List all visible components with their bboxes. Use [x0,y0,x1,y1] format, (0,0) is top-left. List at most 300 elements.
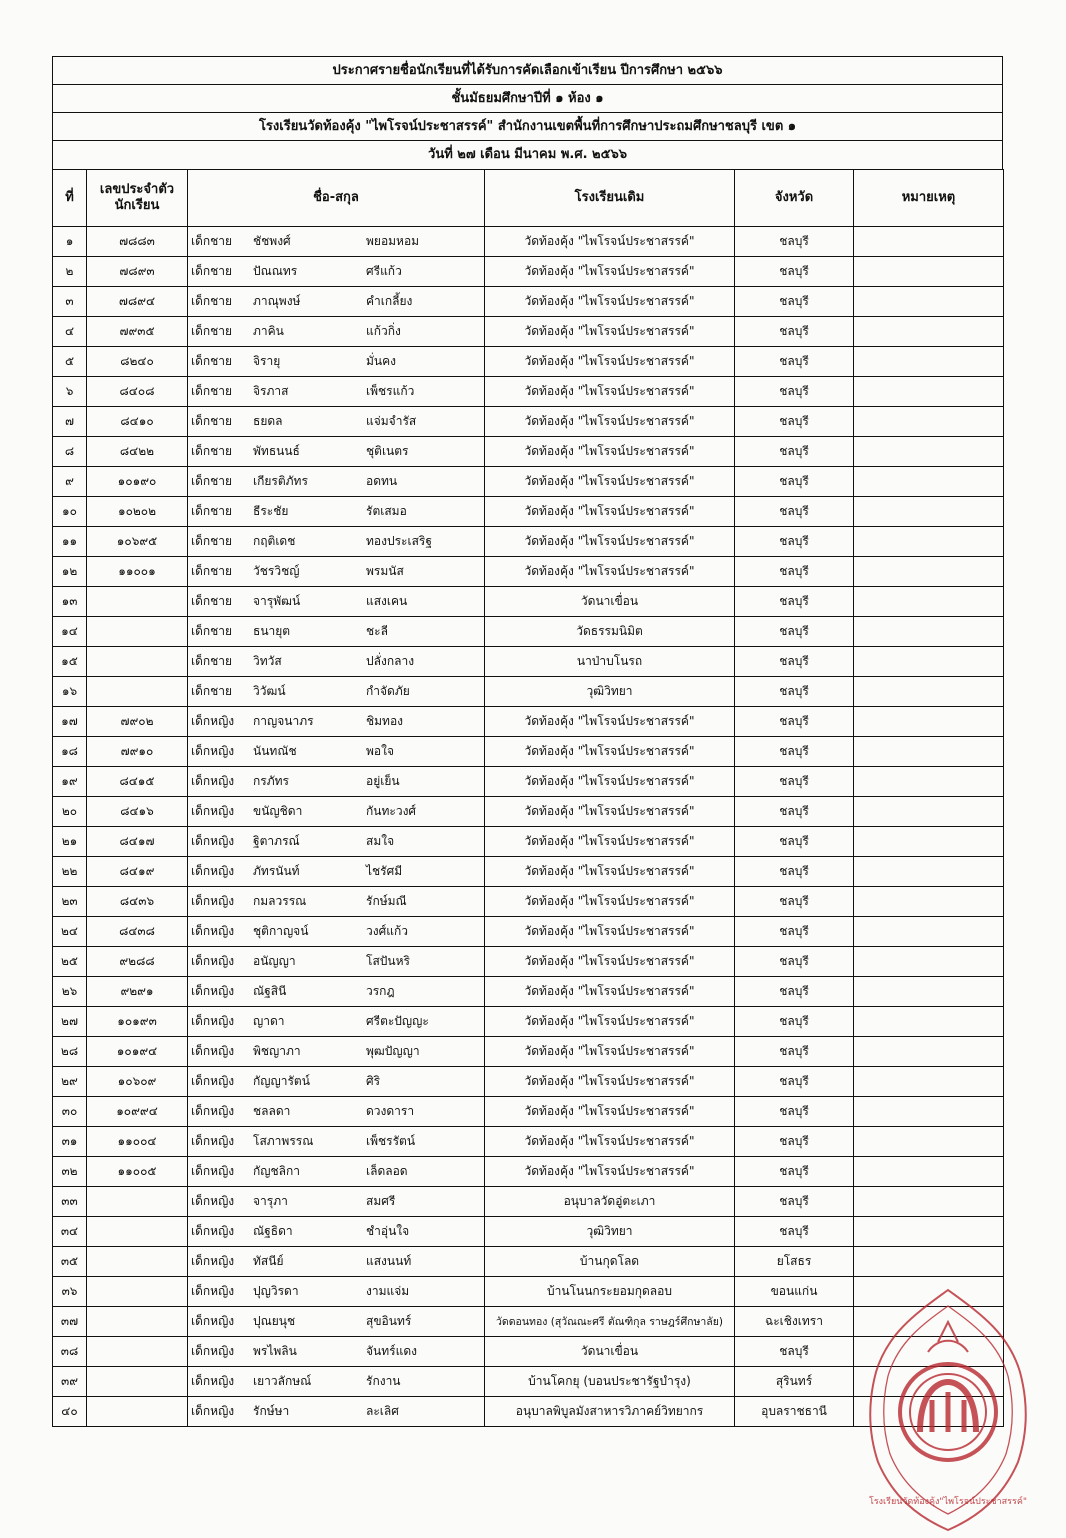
remark [854,1397,1004,1427]
first-name: จิรภาส [253,384,289,398]
remark [854,827,1004,857]
first-name: ชัชพงศ์ [253,234,291,248]
previous-school: วัดท้องคุ้ง "ไพโรจน์ประชาสรรค์" [485,917,735,947]
table-row [53,887,1004,917]
first-name: ปุณยนุช [253,1314,296,1328]
student-id [87,647,188,677]
last-name: พรมนัส [366,564,404,578]
previous-school: วัดท้องคุ้ง "ไพโรจน์ประชาสรรค์" [485,1157,735,1187]
first-name: ภัทรนันท์ [253,864,300,878]
row-number: ๓๐ [53,1097,87,1127]
remark [854,347,1004,377]
previous-school: วัดท้องคุ้ง "ไพโรจน์ประชาสรรค์" [485,767,735,797]
remark [854,497,1004,527]
name-prefix: เด็กหญิง [191,774,235,788]
table-row [53,317,1004,347]
student-id: ๑๐๖๐๙ [87,1067,188,1097]
row-number: ๑๕ [53,647,87,677]
table-row [53,467,1004,497]
student-id: ๑๐๙๙๔ [87,1097,188,1127]
row-number: ๓๙ [53,1367,87,1397]
student-name [188,677,485,707]
student-name [188,1097,485,1127]
table-row [53,857,1004,887]
remark [854,377,1004,407]
student-id [87,1337,188,1367]
remark [854,947,1004,977]
table-row [53,347,1004,377]
row-number: ๓๑ [53,1127,87,1157]
first-name: กมลวรรณ [253,894,307,908]
first-name: ธีระชัย [253,504,289,518]
student-id: ๑๑๐๐๔ [87,1127,188,1157]
province: ชลบุรี [735,437,854,467]
student-name [188,1037,485,1067]
last-name: วรกฎ [366,984,395,998]
last-name: แสงนนท์ [366,1254,412,1268]
last-name: เพ็ชรรัตน์ [366,1134,416,1148]
row-number: ๒๙ [53,1067,87,1097]
previous-school: วัดท้องคุ้ง "ไพโรจน์ประชาสรรค์" [485,827,735,857]
remark [854,707,1004,737]
last-name: พอใจ [366,744,395,758]
first-name: พรไพลิน [253,1344,297,1358]
name-prefix: เด็กหญิง [191,864,235,878]
school-line: โรงเรียนวัดท้องคุ้ง "ไพโรจน์ประชาสรรค์" สำนักงานเขตพื้นที่การศึกษาประถมศึกษาชลบุรี เขต ๑ [52,112,1003,140]
row-number: ๓๗ [53,1307,87,1337]
name-prefix: เด็กชาย [191,624,233,638]
province: ชลบุรี [735,257,854,287]
province: ชลบุรี [735,917,854,947]
student-id: ๑๑๐๐๑ [87,557,188,587]
province: ชลบุรี [735,887,854,917]
student-name [188,347,485,377]
table-header-row [53,170,1004,227]
student-name [188,827,485,857]
student-id: ๑๐๒๐๒ [87,497,188,527]
first-name: ชลลดา [253,1104,291,1118]
first-name: ภาณุพงษ์ [253,294,301,308]
table-row [53,287,1004,317]
remark [854,887,1004,917]
previous-school: วัดท้องคุ้ง "ไพโรจน์ประชาสรรค์" [485,287,735,317]
province: ชลบุรี [735,407,854,437]
previous-school: บ้านกุดโลด [485,1247,735,1277]
student-name [188,1397,485,1427]
student-name [188,767,485,797]
student-name [188,617,485,647]
table-row [53,437,1004,467]
remark [854,677,1004,707]
student-name [188,1367,485,1397]
first-name: จารุพัฒน์ [253,594,301,608]
student-id: ๗๘๙๓ [87,257,188,287]
table-row [53,917,1004,947]
student-name [188,857,485,887]
name-prefix: เด็กหญิง [191,1044,235,1058]
last-name: แจ่มจำรัส [366,414,417,428]
first-name: ชุติกาญจน์ [253,924,309,938]
province: ชลบุรี [735,557,854,587]
last-name: อยู่เย็น [366,774,400,788]
student-name [188,1277,485,1307]
student-name [188,497,485,527]
remark [854,737,1004,767]
province: ชลบุรี [735,977,854,1007]
table-row [53,227,1004,257]
student-name [188,887,485,917]
announcement-title: ประกาศรายชื่อนักเรียนที่ได้รับการคัดเลือกเข้าเรียน ปีการศึกษา ๒๕๖๖ [52,56,1003,84]
table-row [53,1307,1004,1337]
province: ชลบุรี [735,617,854,647]
student-name [188,287,485,317]
remark [854,407,1004,437]
student-name [188,1127,485,1157]
province: ชลบุรี [735,1127,854,1157]
name-prefix: เด็กหญิง [191,894,235,908]
student-name [188,917,485,947]
first-name: ฐิตาภรณ์ [253,834,300,848]
student-id: ๘๔๑๕ [87,767,188,797]
row-number: ๒๑ [53,827,87,857]
student-table [52,169,1004,1427]
last-name: เพ็ชรแก้ว [366,384,415,398]
name-prefix: เด็กชาย [191,384,233,398]
row-number: ๗ [53,407,87,437]
first-name: กรภัทร [253,774,289,788]
table-row [53,977,1004,1007]
province: ชลบุรี [735,647,854,677]
student-name [188,1187,485,1217]
province: ชลบุรี [735,347,854,377]
student-name [188,737,485,767]
first-name: กัญชลิกา [253,1164,300,1178]
last-name: สมศรี [366,1194,396,1208]
previous-school: วัดท้องคุ้ง "ไพโรจน์ประชาสรรค์" [485,497,735,527]
previous-school: วัดธรรมนิมิต [485,617,735,647]
table-row [53,587,1004,617]
table-row [53,407,1004,437]
student-name [188,1217,485,1247]
row-number: ๒๐ [53,797,87,827]
remark [854,467,1004,497]
remark [854,767,1004,797]
previous-school: วัดท้องคุ้ง "ไพโรจน์ประชาสรรค์" [485,437,735,467]
student-id: ๘๔๑๗ [87,827,188,857]
last-name: มั่นคง [366,354,396,368]
table-row [53,1007,1004,1037]
row-number: ๑๖ [53,677,87,707]
student-name [188,797,485,827]
province: ชลบุรี [735,1007,854,1037]
row-number: ๒๗ [53,1007,87,1037]
student-id [87,1187,188,1217]
last-name: งามแจ่ม [366,1284,410,1298]
previous-school: วัดท้องคุ้ง "ไพโรจน์ประชาสรรค์" [485,887,735,917]
last-name: ศรีตะปัญญะ [366,1014,429,1028]
table-row [53,947,1004,977]
row-number: ๒๖ [53,977,87,1007]
name-prefix: เด็กหญิง [191,1344,235,1358]
student-name [188,1307,485,1337]
student-name [188,227,485,257]
remark [854,1217,1004,1247]
row-number: ๒๓ [53,887,87,917]
province: ชลบุรี [735,287,854,317]
student-name [188,317,485,347]
last-name: ชิมทอง [366,714,404,728]
student-name [188,557,485,587]
name-prefix: เด็กชาย [191,534,233,548]
province: ชลบุรี [735,1337,854,1367]
previous-school: วุฒิวิทยา [485,1217,735,1247]
student-id [87,1247,188,1277]
last-name: คำเกลี้ยง [366,294,413,308]
previous-school: วัดท้องคุ้ง "ไพโรจน์ประชาสรรค์" [485,1067,735,1097]
student-name [188,1007,485,1037]
student-name [188,947,485,977]
student-id: ๑๐๑๙๐ [87,467,188,497]
student-id: ๘๔๐๘ [87,377,188,407]
first-name: ญาดา [253,1014,285,1028]
first-name: นันทณัช [253,744,297,758]
first-name: จารุภา [253,1194,288,1208]
student-name [188,407,485,437]
row-number: ๔ [53,317,87,347]
last-name: อดทน [366,474,398,488]
province: ชลบุรี [735,1157,854,1187]
remark [854,797,1004,827]
first-name: จิรายุ [253,354,281,368]
student-name [188,647,485,677]
last-name: ทองประเสริฐ [366,534,432,548]
table-row [53,1277,1004,1307]
name-prefix: เด็กชาย [191,444,233,458]
grade-room-line: ชั้นมัธยมศึกษาปีที่ ๑ ห้อง ๑ [52,84,1003,112]
name-prefix: เด็กชาย [191,564,233,578]
row-number: ๒๘ [53,1037,87,1067]
student-id: ๘๔๑๖ [87,797,188,827]
previous-school: วัดท้องคุ้ง "ไพโรจน์ประชาสรรค์" [485,347,735,377]
previous-school: วัดท้องคุ้ง "ไพโรจน์ประชาสรรค์" [485,1007,735,1037]
row-number: ๓๖ [53,1277,87,1307]
remark [854,1097,1004,1127]
first-name: รักษ์ษา [253,1404,290,1418]
student-name [188,467,485,497]
remark [854,647,1004,677]
province: ชลบุรี [735,587,854,617]
student-id: ๑๐๑๙๓ [87,1007,188,1037]
first-name: อนัญญา [253,954,296,968]
row-number: ๑๓ [53,587,87,617]
previous-school: วัดท้องคุ้ง "ไพโรจน์ประชาสรรค์" [485,377,735,407]
name-prefix: เด็กหญิง [191,954,235,968]
table-row [53,1397,1004,1427]
remark [854,977,1004,1007]
last-name: พยอมหอม [366,234,420,248]
province: ชลบุรี [735,857,854,887]
previous-school: วัดท้องคุ้ง "ไพโรจน์ประชาสรรค์" [485,227,735,257]
remark [854,587,1004,617]
row-number: ๑๗ [53,707,87,737]
province: ชลบุรี [735,947,854,977]
row-number: ๔๐ [53,1397,87,1427]
remark [854,287,1004,317]
province: ชลบุรี [735,317,854,347]
table-row [53,1337,1004,1367]
last-name: แสงเคน [366,594,408,608]
last-name: สุขอินทร์ [366,1314,412,1328]
previous-school: วัดท้องคุ้ง "ไพโรจน์ประชาสรรค์" [485,557,735,587]
previous-school: บ้านโนนกระยอมกุดลอบ [485,1277,735,1307]
remark [854,857,1004,887]
table-row [53,1067,1004,1097]
last-name: โสปันหริ [366,954,410,968]
remark [854,1037,1004,1067]
table-row [53,647,1004,677]
student-id [87,1277,188,1307]
previous-school: วัดนาเขื่อน [485,587,735,617]
previous-school: วัดท้องคุ้ง "ไพโรจน์ประชาสรรค์" [485,527,735,557]
name-prefix: เด็กชาย [191,294,233,308]
remark [854,317,1004,347]
row-number: ๒ [53,257,87,287]
table-row [53,1037,1004,1067]
student-name [188,527,485,557]
remark [854,1277,1004,1307]
student-id: ๗๙๓๕ [87,317,188,347]
previous-school: วัดท้องคุ้ง "ไพโรจน์ประชาสรรค์" [485,797,735,827]
previous-school: วัดท้องคุ้ง "ไพโรจน์ประชาสรรค์" [485,977,735,1007]
row-number: ๓๓ [53,1187,87,1217]
first-name: ขนัญชิดา [253,804,303,818]
student-id: ๘๒๔๐ [87,347,188,377]
province: สุรินทร์ [735,1367,854,1397]
remark [854,1157,1004,1187]
name-prefix: เด็กชาย [191,594,233,608]
name-prefix: เด็กชาย [191,654,233,668]
last-name: ละเลิศ [366,1404,399,1418]
first-name: กาญจนาภร [253,714,314,728]
student-id: ๘๔๑๐ [87,407,188,437]
province: ชลบุรี [735,227,854,257]
province: ชลบุรี [735,1097,854,1127]
previous-school: วัดท้องคุ้ง "ไพโรจน์ประชาสรรค์" [485,1097,735,1127]
previous-school: วัดท้องคุ้ง "ไพโรจน์ประชาสรรค์" [485,467,735,497]
first-name: พิชญาภา [253,1044,301,1058]
row-number: ๕ [53,347,87,377]
table-row [53,1367,1004,1397]
last-name: กันทะวงศ์ [366,804,417,818]
previous-school: วัดท้องคุ้ง "ไพโรจน์ประชาสรรค์" [485,407,735,437]
last-name: ปลั่งกลาง [366,654,415,668]
row-number: ๓๔ [53,1217,87,1247]
student-id: ๙๒๘๘ [87,947,188,977]
name-prefix: เด็กหญิง [191,1374,235,1388]
province: ชลบุรี [735,467,854,497]
remark [854,527,1004,557]
name-prefix: เด็กหญิง [191,744,235,758]
first-name: ปุญวิรดา [253,1284,299,1298]
student-id: ๑๐๑๙๔ [87,1037,188,1067]
province: ชลบุรี [735,1187,854,1217]
last-name: ชุติเนตร [366,444,409,458]
name-prefix: เด็กหญิง [191,924,235,938]
student-name [188,707,485,737]
last-name: สมใจ [366,834,395,848]
table-row [53,797,1004,827]
name-prefix: เด็กหญิง [191,1074,235,1088]
province: ขอนแก่น [735,1277,854,1307]
name-prefix: เด็กหญิง [191,1194,235,1208]
first-name: ปัณณทร [253,264,298,278]
remark [854,1007,1004,1037]
remark [854,557,1004,587]
remark [854,617,1004,647]
table-row [53,707,1004,737]
student-name [188,437,485,467]
previous-school: วัดท้องคุ้ง "ไพโรจน์ประชาสรรค์" [485,737,735,767]
student-id: ๘๔๒๒ [87,437,188,467]
table-row [53,257,1004,287]
date-line: วันที่ ๒๗ เดือน มีนาคม พ.ศ. ๒๕๖๖ [52,140,1003,169]
name-prefix: เด็กชาย [191,264,233,278]
table-row [53,497,1004,527]
student-id [87,587,188,617]
row-number: ๓๕ [53,1247,87,1277]
remark [854,1187,1004,1217]
name-prefix: เด็กชาย [191,474,233,488]
student-id: ๘๔๓๖ [87,887,188,917]
row-number: ๙ [53,467,87,497]
row-number: ๓ [53,287,87,317]
last-name: วงศ์แก้ว [366,924,408,938]
row-number: ๑๑ [53,527,87,557]
province: ชลบุรี [735,827,854,857]
last-name: รักษ์มณี [366,894,407,908]
last-name: ศิริ [366,1074,381,1088]
row-number: ๓๒ [53,1157,87,1187]
table-row [53,767,1004,797]
student-name [188,377,485,407]
previous-school: วัดท้องคุ้ง "ไพโรจน์ประชาสรรค์" [485,707,735,737]
row-number: ๘ [53,437,87,467]
first-name: ณัฐธิดา [253,1224,293,1238]
province: อุบลราชธานี [735,1397,854,1427]
name-prefix: เด็กหญิง [191,1164,235,1178]
col-header-remark: หมายเหตุ [854,170,1004,227]
student-id [87,1307,188,1337]
first-name: กฤติเดช [253,534,296,548]
province: ชลบุรี [735,767,854,797]
row-number: ๓๘ [53,1337,87,1367]
table-row [53,677,1004,707]
last-name: ชะลี [366,624,388,638]
row-number: ๑๔ [53,617,87,647]
row-number: ๑ [53,227,87,257]
last-name: แก้วกิ่ง [366,324,401,338]
last-name: กำจัดภัย [366,684,410,698]
row-number: ๑๒ [53,557,87,587]
province: ฉะเชิงเทรา [735,1307,854,1337]
name-prefix: เด็กหญิง [191,834,235,848]
table-row [53,1097,1004,1127]
last-name: ดวงดารา [366,1104,415,1118]
name-prefix: เด็กชาย [191,504,233,518]
col-header-student-id: เลขประจำตัว นักเรียน [87,170,188,227]
stamp-text: โรงเรียนวัดท้องคุ้ง"ไพโรจน์ประชาสรรค์" [868,1497,1028,1507]
first-name: ภาคิน [253,324,284,338]
